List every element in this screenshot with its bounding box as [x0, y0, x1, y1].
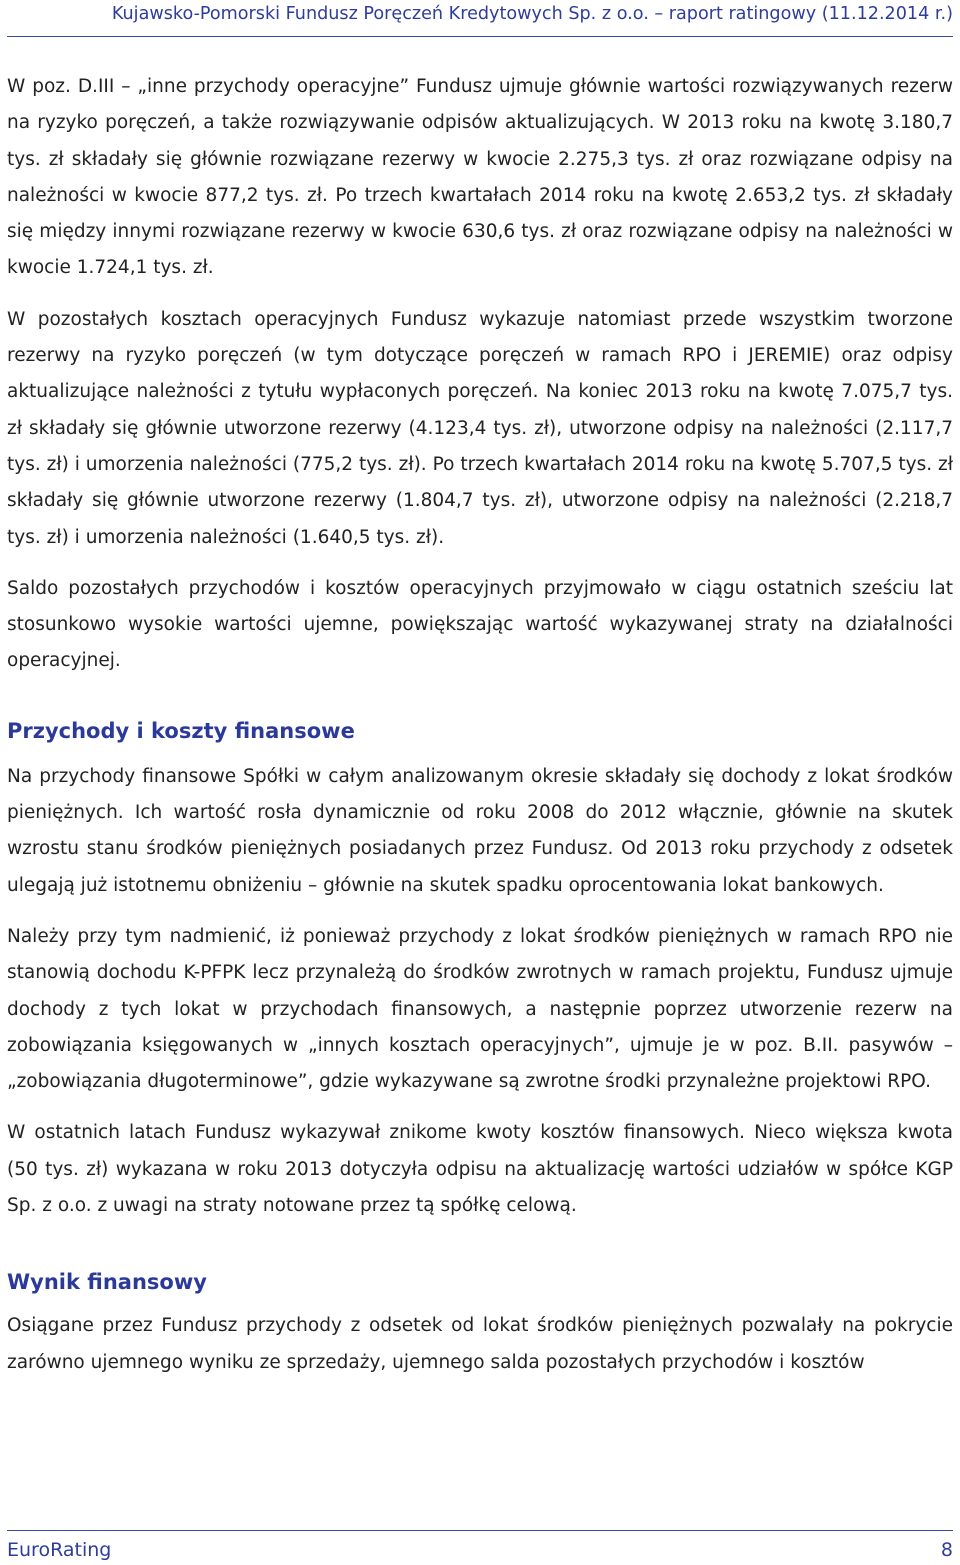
page-number: 8	[940, 1539, 953, 1561]
document-body	[7, 69, 953, 1396]
header-title: Kujawsko-Pomorski Fundusz Poręczeń Kredytowych Sp. z o.o. – raport ratingowy (11.12.2014 r.)	[111, 4, 953, 24]
paragraph-other-operating-costs: W pozostałych kosztach operacyjnych Fundusz wykazuje natomiast przede wszystkim tworzone rezerwy na ryzyko poręczeń (w tym dotyczące poręczeń w ramach RPO i JEREMIE) oraz odpisy aktualizujące należności z tytułu wypłaconych poręczeń. Na koniec 2013 roku na kwotę 7.075,7 tys. zł składały się głównie utworzone rezerwy (4.123,4 tys. zł), utworzone odpisy na należności (2.117,7 tys. zł) i umorzenia należności (775,2 tys. zł). Po trzech kwartałach 2014 roku na kwotę 5.707,5 tys. zł składały się głównie utworzone rezerwy (1.804,7 tys. zł), utworzone odpisy na należności (2.218,7 tys. zł) i umorzenia należności (1.640,5 tys. zł).	[7, 308, 953, 548]
paragraph-rpo-deposits: Należy przy tym nadmienić, iż ponieważ przychody z lokat środków pieniężnych w ramach RPO nie stanowią dochodu K-PFPK lecz przynależą do środków zwrotnych w ramach projektu, Fundusz ujmuje dochody z tych lokat w przychodach finansowych, a następnie poprzez utworzenie rezerw na zobowiązania księgowanych w „innych kosztach operacyjnych”, ujmuje je w poz. B.II. pasywów – „zobowiązania długoterminowe”, gdzie wykazywane są zwrotne środki przynależne projektowi RPO.	[7, 925, 953, 1093]
section-heading-financial-result: Wynik finansowy	[7, 1270, 207, 1295]
paragraph-other-operating-income: W poz. D.III – „inne przychody operacyjne” Fundusz ujmuje głównie wartości rozwiązywanych rezerw na ryzyko poręczeń, a także rozwiązywanie odpisów aktualizujących. W 2013 roku na kwotę 3.180,7 tys. zł składały się głównie rozwiązane rezerwy w kwocie 2.275,3 tys. zł oraz rozwiązane odpisy na należności w kwocie 877,2 tys. zł. Po trzech kwartałach 2014 roku na kwotę 2.653,2 tys. zł składały się między innymi rozwiązane rezerwy w kwocie 630,6 tys. zł oraz rozwiązane odpisy na należności w kwocie 1.724,1 tys. zł.	[7, 76, 953, 279]
paragraph-operating-balance: Saldo pozostałych przychodów i kosztów operacyjnych przyjmowało w ciągu ostatnich sześciu lat stosunkowo wysokie wartości ujemne, powiększając wartość wykazywanej straty na działalności operacyjnej.	[7, 577, 953, 672]
page-header	[7, 0, 953, 37]
paragraph-financial-income: Na przychody finansowe Spółki w całym analizowanym okresie składały się dochody z lokat środków pieniężnych. Ich wartość rosła dynamicznie od roku 2008 do 2012 włącznie, głównie na skutek wzrostu stanu środków pieniężnych posiadanych przez Fundusz. Od 2013 roku przychody z odsetek ulegają już istotnemu obniżeniu – głównie na skutek spadku oprocentowania lokat bankowych.	[7, 765, 953, 896]
paragraph-financial-costs: W ostatnich latach Fundusz wykazywał znikome kwoty kosztów finansowych. Nieco większa kwota (50 tys. zł) wykazana w roku 2013 dotyczyła odpisu na aktualizację wartości udziałów w spółce KGP Sp. z o.o. z uwagi na straty notowane przez tą spółkę celową.	[7, 1122, 953, 1217]
section-heading-financial-income-costs: Przychody i koszty finansowe	[7, 718, 355, 743]
footer-brand: EuroRating	[7, 1539, 112, 1561]
paragraph-financial-result: Osiągane przez Fundusz przychody z odsetek od lokat środków pieniężnych pozwalały na pokrycie zarówno ujemnego wyniku ze sprzedaży, ujemnego salda pozostałych przychodów i kosztów	[7, 1315, 953, 1373]
page-footer	[7, 1530, 953, 1565]
